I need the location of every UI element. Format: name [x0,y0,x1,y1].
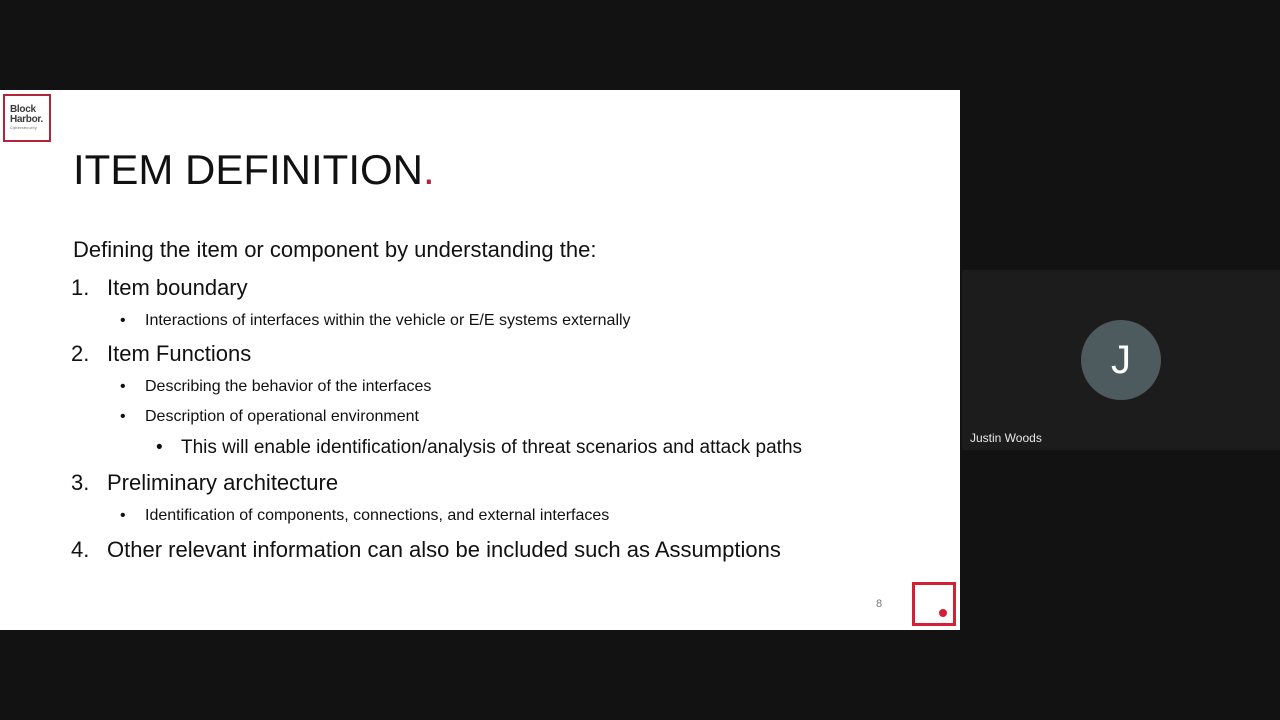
item-label: Other relevant information can also be included such as Assumptions [107,537,781,562]
bullet-text: Identification of components, connections, and external interfaces [145,507,610,524]
slide-title-text: ITEM DEFINITION [73,146,423,193]
bullet-glyph: • [156,437,163,458]
slide-title [73,146,435,194]
slide-intro-text: Defining the item or component by understanding the: [73,237,597,262]
bullet-glyph: • [120,408,126,425]
sub-bullet-text: This will enable identification/analysis of threat scenarios and attack paths [181,437,803,458]
bullet-glyph: • [120,312,126,329]
bullet-text: Interactions of interfaces within the vehicle or E/E systems externally [145,312,631,329]
participant-name: Justin Woods [970,431,1042,445]
logo-text-line2: Harbor. [10,114,43,125]
participant-avatar: J [1081,320,1161,400]
bullet-glyph: • [120,507,126,524]
item-number: 1. [71,275,90,300]
brand-dot [939,609,947,617]
presentation-slide [0,90,960,630]
item-number: 4. [71,537,90,562]
bullet-text: Describing the behavior of the interfaces [145,378,432,395]
item-label: Item Functions [107,341,252,366]
participant-tile[interactable] [962,270,1280,450]
item-label: Preliminary architecture [107,470,339,495]
block-harbor-logo [3,94,51,142]
square-dot-brand-icon [912,582,956,626]
bullet-text: Description of operational environment [145,408,419,425]
bullet-glyph: • [120,378,126,395]
slide-title-dot: . [423,146,435,193]
slide-page-number: 8 [876,598,883,610]
logo-text-line1: Block [10,104,36,115]
item-number: 2. [71,341,90,366]
item-label: Item boundary [107,275,248,300]
logo-text-line3: Cybersecurity [10,125,38,130]
item-number: 3. [71,470,90,495]
